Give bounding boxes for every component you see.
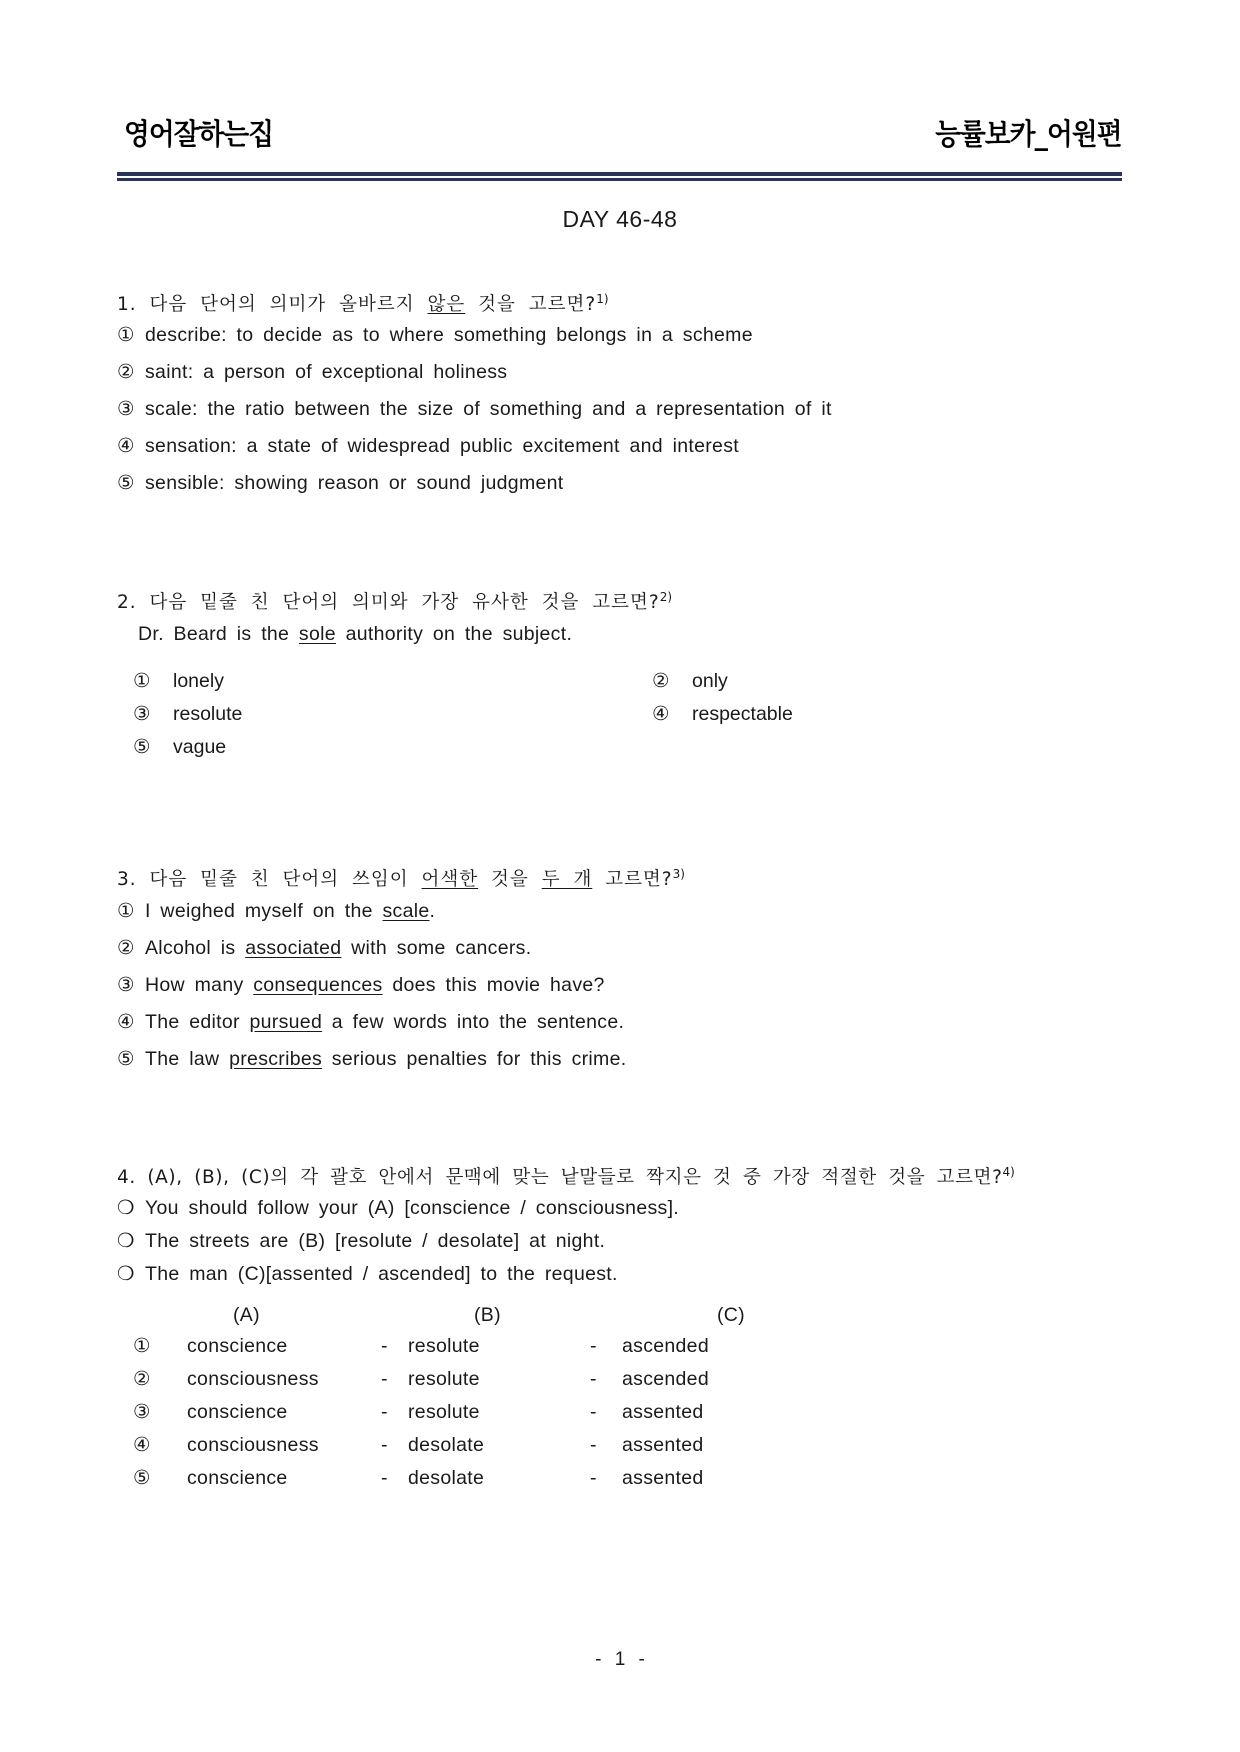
- separator: -: [590, 1368, 597, 1390]
- circle-bullet-icon: ❍: [117, 1230, 135, 1252]
- separator: -: [590, 1467, 597, 1489]
- circle-bullet-icon: ❍: [117, 1263, 135, 1285]
- cell-c: assented: [622, 1401, 704, 1423]
- header-rule-top: [117, 172, 1122, 176]
- option-marker: ④: [133, 1434, 151, 1456]
- question-3-prompt: 3. 다음 밑줄 친 단어의 쓰임이 어색한 것을 두 개 고르면?$^{3)}$: [117, 867, 685, 890]
- underlined-word: consequences: [253, 974, 383, 996]
- answer-option[interactable]: ① I weighed myself on the scale.: [117, 900, 436, 922]
- separator: -: [381, 1368, 388, 1390]
- option-marker: ④: [117, 435, 135, 457]
- option-marker: ④: [117, 1011, 135, 1033]
- underlined-word: sole: [298, 623, 336, 645]
- cell-a: conscience: [187, 1467, 288, 1489]
- context-sentence: ❍ You should follow your (A) [conscience / consciousness].: [117, 1197, 680, 1219]
- cell-c: ascended: [622, 1368, 709, 1390]
- cell-c: ascended: [622, 1335, 709, 1357]
- option-marker: ⑤: [117, 1048, 135, 1070]
- answer-option[interactable]: ① describe: to decide as to where something belongs in a scheme: [117, 324, 753, 346]
- option-marker: ③: [133, 703, 151, 725]
- question-4-prompt: 4. (A), (B), (C)의 각 괄호 안에서 문맥에 맞는 낱말들로 짝지은 것 중 가장 적절한 것을 고르면?$^{4)}$: [117, 1165, 1015, 1188]
- underlined-word: associated: [245, 937, 342, 959]
- option-marker: ⑤: [133, 736, 151, 758]
- footnote-ref: 1): [596, 292, 609, 306]
- footnote-ref: 2): [659, 590, 673, 604]
- option-marker: ③: [133, 1401, 151, 1423]
- context-sentence: ❍ The man (C)[assented / ascended] to the request.: [117, 1263, 618, 1285]
- question-number: 2.: [117, 592, 137, 613]
- separator: -: [590, 1434, 597, 1456]
- option-marker: ⑤: [133, 1467, 151, 1489]
- underlined-word: pursued: [249, 1011, 323, 1033]
- option-marker: ②: [652, 670, 670, 692]
- option-marker: ①: [117, 900, 135, 922]
- cell-b: desolate: [408, 1434, 485, 1456]
- separator: -: [381, 1434, 388, 1456]
- footnote-ref: 4): [1002, 1165, 1015, 1179]
- emphasis-underline: 두 개: [541, 869, 593, 890]
- separator: -: [381, 1467, 388, 1489]
- answer-option[interactable]: ③ How many consequences does this movie have?: [117, 974, 605, 996]
- answer-option[interactable]: ② Alcohol is associated with some cancers.: [117, 937, 532, 959]
- answer-option[interactable]: ④ sensation: a state of widespread public excitement and interest: [117, 435, 739, 457]
- cell-a: conscience: [187, 1335, 288, 1357]
- answer-option[interactable]: ⑤ sensible: showing reason or sound judgment: [117, 472, 564, 494]
- footnote-ref: 3): [672, 867, 685, 881]
- question-number: 3.: [117, 869, 137, 890]
- question-1-prompt: 1. 다음 단어의 의미가 올바르지 않은 것을 고르면?$^{1)}$: [117, 292, 609, 315]
- option-marker: ①: [133, 670, 151, 692]
- answer-option[interactable]: ② only: [652, 670, 728, 692]
- option-marker: ②: [117, 937, 135, 959]
- question-number: 4.: [117, 1167, 136, 1188]
- column-header-a: (A): [233, 1304, 260, 1326]
- answer-option[interactable]: ② saint: a person of exceptional holiness: [117, 361, 508, 383]
- option-marker: ①: [133, 1335, 151, 1357]
- question-number: 1.: [117, 294, 137, 315]
- option-marker: ③: [117, 974, 135, 996]
- separator: -: [590, 1401, 597, 1423]
- emphasis-underline: 어색한: [421, 869, 479, 890]
- answer-option[interactable]: ③ resolute: [133, 703, 243, 725]
- emphasis-underline: 않은: [427, 294, 466, 315]
- question-2-sentence: Dr. Beard is the sole authority on the subject.: [138, 623, 573, 645]
- circle-bullet-icon: ❍: [117, 1197, 135, 1219]
- separator: -: [590, 1335, 597, 1357]
- page-number: - 1 -: [595, 1649, 645, 1670]
- publisher-title: 영어잘하는집: [124, 117, 274, 151]
- cell-b: resolute: [408, 1368, 480, 1390]
- book-title: 능률보카_어원편: [935, 117, 1122, 151]
- header-rule-bottom: [117, 178, 1122, 181]
- cell-b: resolute: [408, 1401, 480, 1423]
- question-2-prompt: 2. 다음 밑줄 친 단어의 의미와 가장 유사한 것을 고르면?$^{2)}$: [117, 590, 673, 613]
- cell-c: assented: [622, 1434, 704, 1456]
- option-marker: ③: [117, 398, 135, 420]
- answer-option[interactable]: ③ scale: the ratio between the size of something and a representation of it: [117, 398, 832, 420]
- underlined-word: prescribes: [229, 1048, 323, 1070]
- cell-a: conscience: [187, 1401, 288, 1423]
- cell-b: desolate: [408, 1467, 485, 1489]
- answer-option[interactable]: ① lonely: [133, 670, 224, 692]
- answer-option[interactable]: ④ The editor pursued a few words into the sentence.: [117, 1011, 625, 1033]
- underlined-word: scale: [382, 900, 430, 922]
- page-title: DAY 46-48: [562, 206, 678, 232]
- column-header-c: (C): [717, 1304, 745, 1326]
- separator: -: [381, 1401, 388, 1423]
- answer-option[interactable]: ⑤ The law prescribes serious penalties for this crime.: [117, 1048, 627, 1070]
- answer-option[interactable]: ④ respectable: [652, 703, 793, 725]
- option-marker: ④: [652, 703, 670, 725]
- separator: -: [381, 1335, 388, 1357]
- cell-c: assented: [622, 1467, 704, 1489]
- answer-option[interactable]: ⑤ vague: [133, 736, 227, 758]
- context-sentence: ❍ The streets are (B) [resolute / desolate] at night.: [117, 1230, 606, 1252]
- option-marker: ⑤: [117, 472, 135, 494]
- option-marker: ②: [133, 1368, 151, 1390]
- column-header-b: (B): [474, 1304, 501, 1326]
- option-marker: ②: [117, 361, 135, 383]
- cell-a: consciousness: [187, 1434, 319, 1456]
- cell-a: consciousness: [187, 1368, 319, 1390]
- cell-b: resolute: [408, 1335, 480, 1357]
- option-marker: ①: [117, 324, 135, 346]
